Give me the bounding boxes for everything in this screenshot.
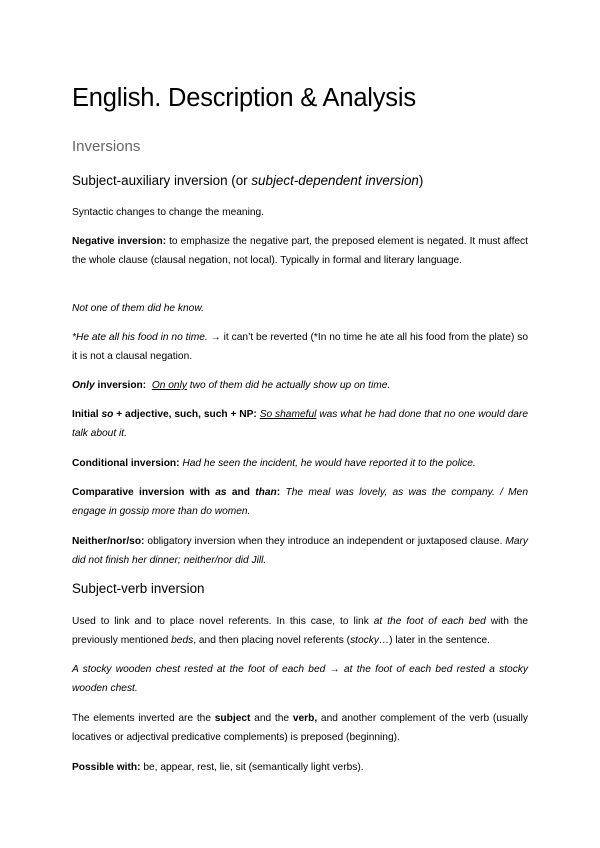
- elements-verb: verb,: [292, 713, 318, 724]
- conditional-inversion-example: Had he seen the incident, he would have reported it to the police.: [182, 458, 476, 469]
- comparative-inversion-paragraph: [72, 483, 528, 521]
- example-not-one: Not one of them did he know.: [72, 303, 204, 314]
- only-example-underlined: On only: [151, 380, 187, 391]
- only-inversion-paragraph: [72, 376, 528, 395]
- section-heading-inversions: Inversions: [72, 138, 141, 155]
- possible-with-text: be, appear, rest, lie, sit (semantically light verbs).: [140, 762, 364, 773]
- initial-so-paragraph: [72, 405, 528, 443]
- intro-paragraph: Syntactic changes to change the meaning.: [72, 207, 264, 218]
- used-to-b: with the previously mentioned: [72, 616, 529, 647]
- comparative-label-a: Comparative inversion with: [72, 487, 216, 498]
- possible-with-paragraph: [72, 758, 528, 777]
- used-to-beds: beds: [171, 635, 194, 647]
- only-word: Only: [72, 380, 95, 391]
- used-to-foot-of-bed: at the foot of each bed: [373, 616, 486, 627]
- example-stocky-chest: A stocky wooden chest rested at the foot of each bed → at the foot of each bed rested a stocky wooden chest.: [72, 664, 528, 695]
- negative-inversion-term: Negative inversion:: [72, 236, 167, 247]
- comparative-inversion-example: The meal was lovely, as was the company. / Men engage in gossip more than do women.: [72, 487, 528, 518]
- used-to-a: Used to link and to place novel referents. In this case, to link: [72, 616, 374, 627]
- used-to-c: , and then placing novel referents (: [193, 635, 351, 647]
- comparative-colon: :: [276, 487, 281, 498]
- elements-subject: subject: [214, 713, 251, 724]
- used-to-d: ) later in the sentence.: [389, 635, 490, 647]
- negative-inversion-paragraph: [72, 232, 528, 270]
- subheading-text: Subject-auxiliary inversion (or: [72, 173, 252, 188]
- example-no-time-paragraph: [72, 328, 528, 366]
- only-example-rest: two of them did he actually show up on time.: [186, 380, 391, 391]
- subheading-close: ): [418, 173, 424, 188]
- comparative-and: and: [226, 487, 256, 498]
- subheading-italic: subject-dependent inversion: [251, 173, 419, 188]
- example-no-time: *He ate all his food in no time.: [72, 332, 208, 343]
- initial-so-example-rest: was what he had done that no one would dare talk about it.: [72, 409, 528, 440]
- neither-nor-so-text: obligatory inversion when they introduce an independent or juxtaposed clause.: [144, 536, 506, 547]
- negative-inversion-text: to emphasize the negative part, the preposed element is negated. It must affect the whole clause (clausal negation, not local). Typically in formal and literary language.: [72, 236, 528, 267]
- only-inversion-label: inversion:: [94, 380, 147, 391]
- document-title: English. Description & Analysis: [72, 84, 416, 112]
- elements-a: The elements inverted are the: [72, 713, 215, 724]
- comparative-as: as: [215, 487, 227, 498]
- initial-so-label-a: Initial: [72, 409, 102, 420]
- elements-c: and another complement of the verb (usually locatives or adjectival predicative complements) is preposed (beginning).: [72, 713, 528, 744]
- possible-with-term: Possible with:: [72, 762, 141, 773]
- example-no-time-explanation: → it can’t be reverted (*In no time he ate all his food from the plate) so it is not a clausal negation.: [72, 332, 528, 363]
- only-inversion-term: [72, 380, 146, 391]
- neither-nor-so-example: Mary did not finish her dinner; neither/nor did Jill.: [72, 536, 528, 567]
- subheading-subject-verb: Subject-verb inversion: [72, 581, 205, 596]
- elements-b: and the: [250, 713, 293, 724]
- comparative-than: than: [255, 487, 277, 498]
- elements-inverted-paragraph: [72, 709, 528, 747]
- initial-so-label-b: + adjective, such, such + NP:: [113, 409, 257, 420]
- neither-nor-so-term: Neither/nor/so:: [72, 536, 145, 547]
- initial-so-word: so: [101, 409, 114, 420]
- initial-so-term: [72, 409, 257, 420]
- comparative-inversion-term: [72, 487, 280, 498]
- used-to-stocky: stocky…: [350, 635, 390, 647]
- conditional-inversion-term: Conditional inversion:: [72, 458, 180, 469]
- used-to-link-paragraph: [72, 612, 528, 650]
- conditional-inversion-paragraph: [72, 454, 528, 473]
- subheading-subject-auxiliary: [72, 173, 423, 188]
- neither-nor-so-paragraph: [72, 532, 528, 570]
- initial-so-example-underlined: So shameful: [259, 409, 317, 420]
